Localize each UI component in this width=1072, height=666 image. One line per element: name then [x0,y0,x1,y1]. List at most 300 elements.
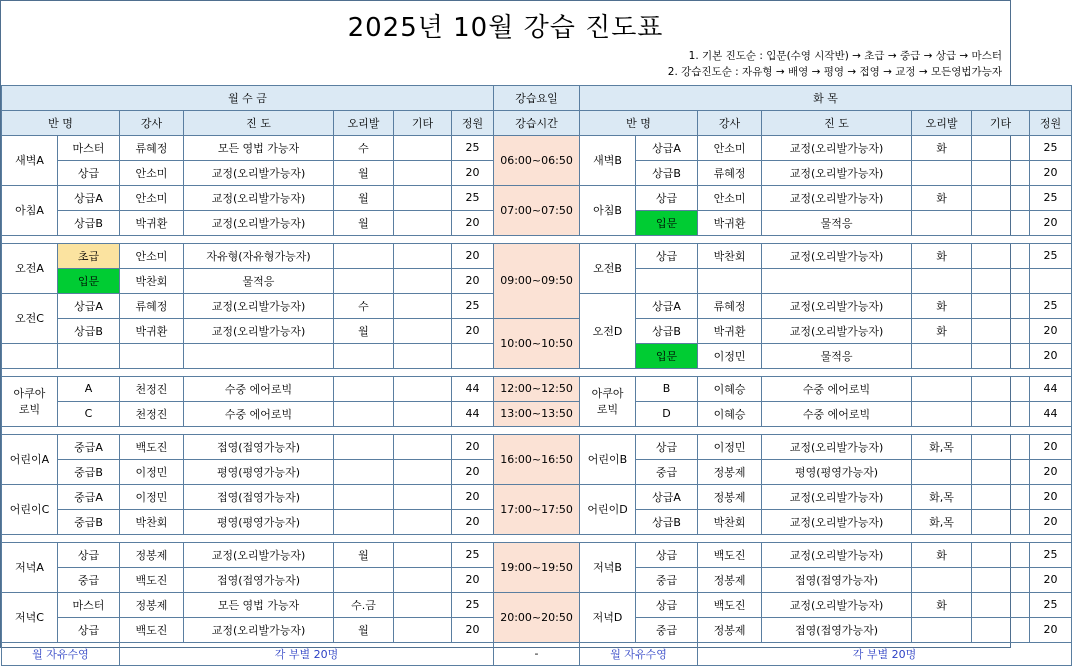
level-cell: 중급 [58,567,120,592]
capacity-cell: 20 [452,567,494,592]
instructor-cell: 정봉제 [120,592,184,617]
level-cell: 상급 [636,243,698,268]
instructor-cell: 정봉제 [698,617,762,642]
class-name-cell: 어린이B [580,434,636,484]
progress-cell: 교정(오리발가능자) [184,542,334,567]
table-row [2,592,1072,617]
level-cell: 중급 [636,459,698,484]
etc-cell [394,210,452,235]
class-name-cell: 아침B [580,185,636,235]
fins-cell: 월 [334,210,394,235]
instructor-cell: 백도진 [698,592,762,617]
block-spacer [2,368,1072,376]
etc-cell [394,509,452,534]
etc-cell [394,293,452,318]
etc-cell [972,617,1030,642]
level-cell: 상급 [58,160,120,185]
etc-cell [972,434,1030,459]
fins-cell [334,484,394,509]
instructor-cell: 안소미 [698,135,762,160]
col-etc-left: 기타 [394,110,452,135]
table-row [2,318,1072,343]
class-name-cell: 오전D [580,293,636,368]
capacity-cell: 20 [1030,434,1072,459]
time-cell: 09:00~09:50 [494,243,580,318]
fins-cell: 수 [334,135,394,160]
time-cell: 12:00~12:50 [494,376,580,401]
level-cell: 상급A [58,293,120,318]
level-cell: 중급A [58,434,120,459]
etc-cell [972,210,1030,235]
fins-cell: 화,목 [912,434,972,459]
progress-cell: 수중 에어로빅 [184,376,334,401]
fins-cell: 화 [912,318,972,343]
footer-right-label: 월 자유수영 [580,642,698,665]
instructor-cell: 이정민 [120,459,184,484]
table-row [2,542,1072,567]
group-header-center: 강습요일 [494,85,580,110]
spacer-cell [2,235,1072,243]
etc-cell [394,542,452,567]
level-cell: 중급B [58,459,120,484]
instructor-cell: 안소미 [698,185,762,210]
col-instructor-left: 강사 [120,110,184,135]
etc-cell [972,268,1030,293]
instructor-cell: 백도진 [698,542,762,567]
etc-cell [972,343,1030,368]
footer-row [2,642,1072,665]
fins-cell [912,617,972,642]
footer-left-label: 월 자유수영 [2,642,120,665]
instructor-cell: 정봉제 [698,459,762,484]
instructor-cell: 정봉제 [698,567,762,592]
fins-cell: 화 [912,542,972,567]
group-header-right: 화 목 [580,85,1072,110]
time-cell: 16:00~16:50 [494,434,580,484]
fins-cell: 수 [334,293,394,318]
capacity-cell: 44 [452,376,494,401]
level-cell: 중급A [58,484,120,509]
capacity-cell: 20 [1030,459,1072,484]
time-cell: 10:00~10:50 [494,318,580,368]
instructor-cell: 박귀환 [120,318,184,343]
etc-cell [394,318,452,343]
class-name-cell: 저녁C [2,592,58,642]
time-cell: 19:00~19:50 [494,542,580,592]
instructor-cell: 이혜승 [698,401,762,426]
capacity-cell: 25 [1030,185,1072,210]
etc-cell [394,243,452,268]
instructor-cell: 박찬회 [698,243,762,268]
etc-cell [972,509,1030,534]
etc-cell [394,160,452,185]
col-class-name-right: 반 명 [580,110,698,135]
level-cell: 상급A [58,185,120,210]
progress-cell: 교정(오리발가능자) [184,185,334,210]
level-cell: 상급A [636,135,698,160]
progress-cell: 수중 에어로빅 [184,401,334,426]
progress-cell: 교정(오리발가능자) [762,592,912,617]
level-cell: 상급 [58,542,120,567]
capacity-cell: 20 [452,160,494,185]
capacity-cell: 20 [452,434,494,459]
capacity-cell: 20 [1030,509,1072,534]
capacity-cell: 44 [1030,401,1072,426]
etc-cell [394,484,452,509]
footer-center: - [494,642,580,665]
capacity-cell [452,343,494,368]
progress-cell: 교정(오리발가능자) [762,160,912,185]
fins-cell [912,459,972,484]
progress-cell: 물적응 [762,343,912,368]
etc-cell [394,268,452,293]
progress-cell: 교정(오리발가능자) [184,210,334,235]
col-fins-right: 오리발 [912,110,972,135]
col-capacity-right: 정원 [1030,110,1072,135]
class-name-cell: 아쿠아 로빅 [2,376,58,426]
capacity-cell: 20 [1030,484,1072,509]
capacity-cell: 20 [1030,318,1072,343]
progress-cell: 모든 영법 가능자 [184,135,334,160]
capacity-cell: 20 [452,459,494,484]
level-cell: 마스터 [58,135,120,160]
capacity-cell: 20 [452,617,494,642]
progress-cell [762,268,912,293]
level-cell: 입문 [58,268,120,293]
etc-cell [972,567,1030,592]
progress-cell: 물적응 [762,210,912,235]
etc-cell [972,592,1030,617]
etc-cell [394,567,452,592]
class-name-cell: 저녁B [580,542,636,592]
instructor-cell: 정봉제 [698,484,762,509]
col-capacity-left: 정원 [452,110,494,135]
progress-cell: 교정(오리발가능자) [762,434,912,459]
footer-right-value: 각 부별 20명 [698,642,1072,665]
instructor-cell [120,343,184,368]
level-cell: 중급B [58,509,120,534]
fins-cell [912,343,972,368]
col-progress-left: 진 도 [184,110,334,135]
fins-cell: 수.금 [334,592,394,617]
progress-cell: 교정(오리발가능자) [184,318,334,343]
fins-cell [334,509,394,534]
progress-cell: 교정(오리발가능자) [762,542,912,567]
fins-cell: 화 [912,185,972,210]
progress-cell: 교정(오리발가능자) [184,617,334,642]
level-cell: 상급B [58,210,120,235]
table-row [2,376,1072,401]
capacity-cell: 44 [1030,376,1072,401]
class-name-cell: 오전C [2,293,58,343]
fins-cell [912,567,972,592]
instructor-cell: 천정진 [120,376,184,401]
level-cell: 상급A [636,484,698,509]
fins-cell [334,401,394,426]
level-cell [636,268,698,293]
etc-cell [394,459,452,484]
fins-cell [912,160,972,185]
etc-cell [394,434,452,459]
instructor-cell: 백도진 [120,567,184,592]
level-cell: B [636,376,698,401]
progress-cell: 교정(오리발가능자) [762,243,912,268]
fins-cell [912,268,972,293]
fins-cell: 월 [334,318,394,343]
progress-cell: 접영(접영가능자) [184,567,334,592]
level-cell: 마스터 [58,592,120,617]
instructor-cell: 이혜승 [698,376,762,401]
level-cell: 상급A [636,293,698,318]
fins-cell [334,343,394,368]
fins-cell [334,376,394,401]
fins-cell: 월 [334,160,394,185]
instructor-cell: 류혜정 [120,135,184,160]
etc-cell [972,293,1030,318]
fins-cell: 화,목 [912,509,972,534]
fins-cell: 월 [334,185,394,210]
instructor-cell: 박찬회 [120,509,184,534]
spacer-cell [2,534,1072,542]
table-row [2,243,1072,268]
instructor-cell: 정봉제 [120,542,184,567]
table-row [2,185,1072,210]
fins-cell: 화,목 [912,484,972,509]
instructor-cell: 안소미 [120,160,184,185]
capacity-cell: 25 [452,592,494,617]
level-cell: 상급 [636,434,698,459]
level-cell: 입문 [636,343,698,368]
level-cell [58,343,120,368]
instructor-cell: 박귀환 [120,210,184,235]
etc-cell [394,617,452,642]
class-name-cell: 어린이D [580,484,636,534]
group-header-row [2,85,1072,110]
level-cell: 상급 [636,185,698,210]
etc-cell [972,542,1030,567]
class-name-cell: 아쿠아 로빅 [580,376,636,426]
fins-cell: 화 [912,243,972,268]
table-row [2,135,1072,160]
capacity-cell: 25 [1030,592,1072,617]
etc-cell [972,376,1030,401]
fins-cell: 화 [912,592,972,617]
time-cell: 20:00~20:50 [494,592,580,642]
etc-cell [972,459,1030,484]
capacity-cell: 25 [1030,542,1072,567]
progress-cell: 교정(오리발가능자) [184,293,334,318]
page-title: 2025년 10월 강습 진도표 [347,13,664,43]
block-spacer [2,235,1072,243]
capacity-cell: 25 [452,293,494,318]
capacity-cell: 20 [452,268,494,293]
progress-cell: 접영(접영가능자) [762,567,912,592]
etc-cell [972,401,1030,426]
progress-cell: 평영(평영가능자) [762,459,912,484]
time-cell: 13:00~13:50 [494,401,580,426]
capacity-cell: 25 [452,542,494,567]
col-etc-right: 기타 [972,110,1030,135]
schedule-table [1,85,1072,666]
instructor-cell [698,268,762,293]
progress-cell: 교정(오리발가능자) [762,185,912,210]
level-cell: 상급B [636,318,698,343]
etc-cell [394,135,452,160]
progress-cell: 물적응 [184,268,334,293]
fins-cell [912,376,972,401]
instructor-cell: 천정진 [120,401,184,426]
etc-cell [394,185,452,210]
block-spacer [2,426,1072,434]
spacer-cell [2,426,1072,434]
instructor-cell: 이정민 [698,343,762,368]
etc-cell [972,160,1030,185]
progress-cell: 접영(접영가능자) [184,484,334,509]
progress-cell: 모든 영법 가능자 [184,592,334,617]
time-cell: 07:00~07:50 [494,185,580,235]
fins-cell [334,567,394,592]
col-instructor-right: 강사 [698,110,762,135]
level-cell: 중급 [636,567,698,592]
time-cell: 17:00~17:50 [494,484,580,534]
spacer-cell [2,368,1072,376]
block-spacer [2,534,1072,542]
col-progress-right: 진 도 [762,110,912,135]
column-header-row [2,110,1072,135]
etc-cell [972,243,1030,268]
fins-cell: 화 [912,293,972,318]
capacity-cell [1030,268,1072,293]
level-cell: 상급B [636,160,698,185]
fins-cell [334,434,394,459]
capacity-cell: 20 [1030,160,1072,185]
fins-cell [912,210,972,235]
progress-cell: 수중 에어로빅 [762,401,912,426]
instructor-cell: 박귀환 [698,318,762,343]
instructor-cell: 안소미 [120,185,184,210]
capacity-cell: 20 [452,484,494,509]
progress-cell: 교정(오리발가능자) [762,484,912,509]
class-name-cell: 새벽A [2,135,58,185]
progress-cell: 접영(접영가능자) [762,617,912,642]
capacity-cell: 20 [1030,617,1072,642]
capacity-cell: 25 [452,135,494,160]
level-cell: A [58,376,120,401]
class-name-cell: 아침A [2,185,58,235]
notes-line-2: 2. 강습진도순 : 자유형 → 배영 → 평영 → 접영 → 교정 → 모든영법가능자 [667,66,1002,79]
fins-cell [334,268,394,293]
level-cell: D [636,401,698,426]
etc-cell [972,484,1030,509]
col-time: 강습시간 [494,110,580,135]
col-fins-left: 오리발 [334,110,394,135]
etc-cell [394,401,452,426]
table-row [2,434,1072,459]
class-name-cell: 오전A [2,243,58,293]
time-cell: 06:00~06:50 [494,135,580,185]
fins-cell: 월 [334,617,394,642]
capacity-cell: 25 [1030,135,1072,160]
level-cell: 중급 [636,617,698,642]
capacity-cell: 25 [452,185,494,210]
level-cell: 상급 [58,617,120,642]
level-cell: 입문 [636,210,698,235]
fins-cell: 월 [334,542,394,567]
notes-line-1: 1. 기본 진도순 : 입문(수영 시작반) → 초급 → 중급 → 상급 → 마스터 [688,50,1002,62]
class-name-cell: 저녁A [2,542,58,592]
fins-cell: 화 [912,135,972,160]
table-row [2,401,1072,426]
progress-cell: 교정(오리발가능자) [762,135,912,160]
level-cell: 상급 [636,592,698,617]
footer-left-value: 각 부별 20명 [120,642,494,665]
etc-cell [972,135,1030,160]
fins-cell [334,459,394,484]
level-cell: 초급 [58,243,120,268]
progress-cell: 교정(오리발가능자) [762,293,912,318]
progress-cell: 수중 에어로빅 [762,376,912,401]
capacity-cell: 20 [1030,210,1072,235]
instructor-cell: 백도진 [120,434,184,459]
capacity-cell: 44 [452,401,494,426]
capacity-cell: 20 [452,318,494,343]
etc-cell [972,318,1030,343]
instructor-cell: 류혜정 [698,293,762,318]
instructor-cell: 박귀환 [698,210,762,235]
capacity-cell: 20 [452,509,494,534]
instructor-cell: 이정민 [120,484,184,509]
class-name-cell: 어린이C [2,484,58,534]
group-header-left: 월 수 금 [2,85,494,110]
capacity-cell: 20 [1030,567,1072,592]
progress-cell [184,343,334,368]
class-name-cell: 새벽B [580,135,636,185]
fins-cell [912,401,972,426]
fins-cell [334,243,394,268]
level-cell: 상급B [636,509,698,534]
progress-cell: 자유형(자유형가능자) [184,243,334,268]
instructor-cell: 박찬회 [698,509,762,534]
etc-cell [394,376,452,401]
progress-cell: 평영(평영가능자) [184,459,334,484]
instructor-cell: 이정민 [698,434,762,459]
etc-cell [972,185,1030,210]
progress-cell: 접영(접영가능자) [184,434,334,459]
table-row [2,484,1072,509]
col-class-name-left: 반 명 [2,110,120,135]
instructor-cell: 류혜정 [698,160,762,185]
instructor-cell: 안소미 [120,243,184,268]
level-cell: C [58,401,120,426]
instructor-cell: 박찬회 [120,268,184,293]
class-name-cell: 어린이A [2,434,58,484]
level-cell: 상급B [58,318,120,343]
progress-cell: 교정(오리발가능자) [184,160,334,185]
capacity-cell: 20 [1030,343,1072,368]
level-cell: 상급 [636,542,698,567]
class-name-cell: 오전B [580,243,636,293]
capacity-cell: 20 [452,243,494,268]
class-name-cell: 저녁D [580,592,636,642]
instructor-cell: 백도진 [120,617,184,642]
etc-cell [394,343,452,368]
progress-cell: 평영(평영가능자) [184,509,334,534]
capacity-cell: 20 [452,210,494,235]
class-name-cell [2,343,58,368]
etc-cell [394,592,452,617]
instructor-cell: 류혜정 [120,293,184,318]
capacity-cell: 25 [1030,293,1072,318]
